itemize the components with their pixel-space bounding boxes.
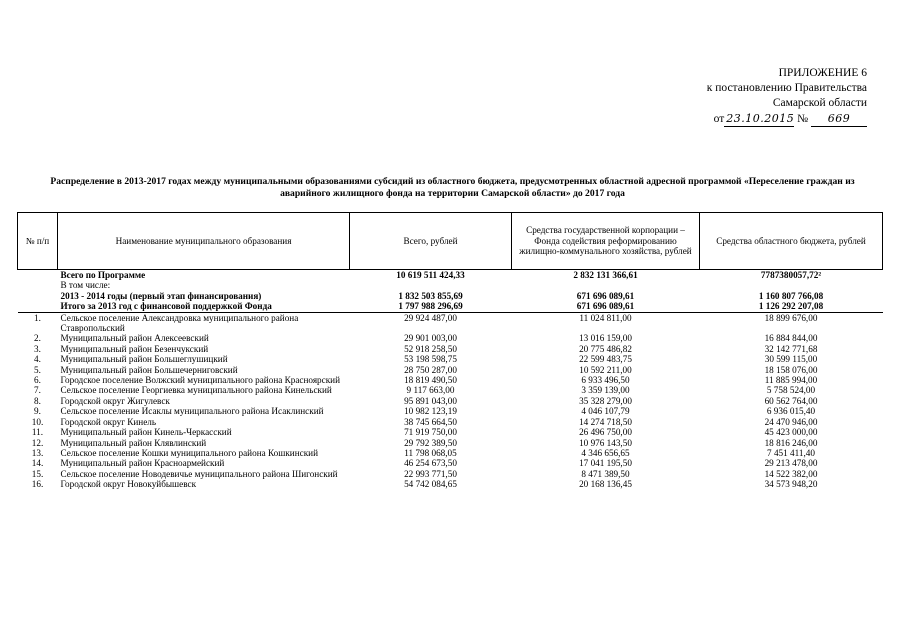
- row-name: Городской округ Новокуйбышевск: [60, 479, 197, 490]
- appendix-block: [667, 66, 867, 127]
- row-fond: 22 599 483,75: [579, 354, 632, 365]
- row-total: 22 993 771,50: [404, 468, 457, 479]
- row-name: Городской округ Кинель: [60, 416, 157, 427]
- row-name: Муниципальный район Большечерниговский: [60, 364, 238, 375]
- row-total: [350, 280, 512, 290]
- row-regional: 5 758 524,00: [766, 385, 816, 396]
- row-name: Сельское поселение Георгиевка муниципального района Кинельский: [60, 385, 332, 396]
- row-total: 9 117 663,00: [406, 385, 455, 396]
- table-row: [18, 301, 883, 312]
- row-name: Сельское поселение Исаклы муниципального района Исаклинский: [60, 406, 324, 417]
- row-regional: 18 158 076,00: [764, 364, 818, 375]
- row-name: Итого за 2013 год с финансовой поддержкой Фонда: [58, 301, 350, 312]
- row-regional: 30 599 115,00: [764, 354, 818, 365]
- row-name: Сельское поселение Новодевичье муниципального района Шигонский: [60, 468, 338, 479]
- table-row: [18, 406, 883, 416]
- appendix-title: ПРИЛОЖЕНИЕ 6: [778, 67, 867, 79]
- row-total: 1 832 503 855,69: [398, 290, 463, 301]
- row-number: 7.: [34, 385, 41, 396]
- row-number: 6.: [34, 375, 41, 386]
- table-row: [18, 312, 883, 333]
- table-row: [18, 427, 883, 437]
- row-number: 11.: [31, 427, 44, 438]
- row-total: 11 798 068,05: [404, 447, 457, 458]
- row-number: 12.: [31, 437, 44, 448]
- row-total: 18 819 490,50: [404, 375, 457, 386]
- table-row: [18, 354, 883, 364]
- row-regional: 11 885 994,00: [764, 375, 818, 386]
- row-fond: 17 041 195,50: [579, 458, 632, 469]
- number-label: №: [797, 113, 809, 125]
- row-fond: 4 046 107,79: [581, 406, 630, 417]
- row-regional: 34 573 948,20: [764, 479, 818, 490]
- row-fond: 14 274 718,50: [579, 416, 632, 427]
- row-regional: 6 936 015,40: [766, 406, 816, 417]
- table-row: [18, 396, 883, 406]
- table-row: [18, 458, 883, 468]
- row-regional: [700, 280, 883, 290]
- row-fond: 20 775 486,82: [579, 343, 632, 354]
- row-total: 1 797 988 296,69: [350, 301, 512, 312]
- row-fond: 2 832 131 366,61: [512, 270, 700, 281]
- header-name: Наименование муниципального образования: [58, 213, 350, 270]
- row-name: Муниципальный район Клявлинский: [60, 437, 207, 448]
- from-label: от: [713, 113, 725, 125]
- table-row: [18, 479, 883, 489]
- row-regional: 18 899 676,00: [764, 312, 818, 323]
- header-regional: Средства областного бюджета, рублей: [700, 213, 883, 270]
- row-fond: 6 933 496,50: [581, 375, 630, 386]
- row-number: 8.: [34, 395, 41, 406]
- row-name: Муниципальный район Безенчукский: [60, 343, 209, 354]
- table-row: [18, 438, 883, 448]
- appendix-resolution-line: к постановлению Правительства: [706, 82, 867, 94]
- row-fond: 8 471 389,50: [581, 468, 630, 479]
- row-number: [18, 301, 58, 312]
- table-row: [18, 375, 883, 385]
- row-total: 29 792 389,50: [404, 437, 457, 448]
- row-regional: 18 816 246,00: [764, 437, 818, 448]
- row-number: 5.: [34, 364, 41, 375]
- row-name: Муниципальный район Кинель-Черкасский: [60, 427, 232, 438]
- row-fond: 11 024 811,00: [579, 312, 632, 323]
- table-row: [18, 344, 883, 354]
- row-fond: [512, 280, 700, 290]
- table-row: [18, 448, 883, 458]
- row-fond: 13 016 159,00: [579, 333, 632, 344]
- row-fond: 4 346 656,65: [581, 447, 630, 458]
- table-row: [18, 385, 883, 395]
- row-name: Сельское поселение Александровка муниципального района Ставропольский: [60, 312, 299, 334]
- row-name: Муниципальный район Большеглушицкий: [60, 354, 228, 365]
- row-name: Муниципальный район Алексеевский: [60, 333, 209, 344]
- row-number: [18, 270, 58, 281]
- header-fond: Средства государственной корпорации – Фонда содействия реформированию жилищно-коммунального хозяйства, рублей: [512, 213, 700, 270]
- handwritten-number: 669: [811, 111, 867, 127]
- row-fond: 671 696 089,61: [512, 301, 700, 312]
- row-name: Муниципальный район Красноармейский: [60, 458, 225, 469]
- row-total: 46 254 673,50: [404, 458, 457, 469]
- row-name: В том числе:: [60, 280, 111, 291]
- row-fond: 3 359 139,00: [581, 385, 630, 396]
- row-name: 2013 - 2014 годы (первый этап финансирования): [60, 290, 262, 301]
- row-number: 16.: [31, 479, 44, 490]
- row-total: 29 924 487,00: [404, 312, 457, 323]
- row-total: 38 745 664,50: [404, 416, 457, 427]
- row-total: 52 918 258,50: [404, 343, 457, 354]
- row-fond: 10 592 211,00: [579, 364, 632, 375]
- table-row: [18, 270, 883, 281]
- row-number: 4.: [34, 354, 41, 365]
- table-row: [18, 291, 883, 301]
- row-regional: 45 423 000,00: [764, 427, 818, 438]
- row-total: 10 619 511 424,33: [350, 270, 512, 281]
- row-number: 2.: [34, 333, 41, 344]
- row-name: Всего по Программе: [58, 270, 350, 281]
- row-number: 3.: [34, 343, 41, 354]
- row-fond: 671 696 089,61: [576, 290, 635, 301]
- row-total: 28 750 287,00: [404, 364, 457, 375]
- row-total: 95 891 043,00: [404, 395, 457, 406]
- document-title: Распределение в 2013-2017 годах между муниципальными образованиями субсидий из областного бюджета, предусмотренных областной адресной программой «Переселение граждан из аварийного жилищного фонда на территории Самарской области» до 2017 года: [50, 176, 855, 199]
- row-total: 10 982 123,19: [404, 406, 457, 417]
- row-number: 1.: [34, 312, 41, 323]
- row-regional: 7787380057,72²: [700, 270, 883, 281]
- row-regional: 16 884 844,00: [764, 333, 818, 344]
- row-fond: 10 976 143,50: [579, 437, 632, 448]
- appendix-date-number-line: [714, 111, 867, 127]
- table-row: [18, 469, 883, 479]
- header-total: Всего, рублей: [350, 213, 512, 270]
- row-fond: 26 496 750,00: [579, 427, 632, 438]
- row-number: [18, 291, 58, 301]
- row-regional: 1 126 292 207,08: [700, 301, 883, 312]
- row-name: Сельское поселение Кошки муниципального района Кошкинский: [60, 447, 318, 458]
- subsidy-distribution-table: [17, 212, 883, 490]
- table-row: [18, 417, 883, 427]
- header-num: № п/п: [18, 213, 58, 270]
- table-row: [18, 280, 883, 290]
- table-body: [18, 270, 883, 490]
- row-total: 71 919 750,00: [404, 427, 457, 438]
- row-total: 54 742 084,65: [404, 479, 457, 490]
- row-regional: 7 451 411,40: [767, 447, 815, 458]
- row-regional: 24 470 946,00: [764, 416, 818, 427]
- table-row: [18, 365, 883, 375]
- row-regional: 29 213 478,00: [764, 458, 818, 469]
- table-header-row: [18, 213, 883, 270]
- row-number: 15.: [31, 468, 44, 479]
- row-fond: 35 328 279,00: [579, 395, 632, 406]
- row-number: [18, 280, 58, 290]
- table-row: [18, 333, 883, 343]
- row-fond: 20 168 136,45: [579, 479, 632, 490]
- row-regional: 60 562 764,00: [764, 395, 818, 406]
- row-number: 14.: [31, 458, 44, 469]
- handwritten-date: 23.10.2015: [726, 112, 795, 125]
- row-name: Городское поселение Волжский муниципального района Красноярский: [60, 375, 341, 386]
- row-number: 9.: [34, 406, 41, 417]
- row-number: 10.: [31, 416, 44, 427]
- row-regional: 1 160 807 766,08: [758, 290, 824, 301]
- row-number: 13.: [31, 447, 44, 458]
- row-regional: 14 522 382,00: [764, 468, 818, 479]
- appendix-region-line: Самарской области: [772, 97, 867, 109]
- row-name: Городской округ Жигулевск: [60, 395, 170, 406]
- row-total: 29 901 003,00: [404, 333, 457, 344]
- row-regional: 32 142 771,68: [764, 343, 818, 354]
- row-total: 53 198 598,75: [404, 354, 457, 365]
